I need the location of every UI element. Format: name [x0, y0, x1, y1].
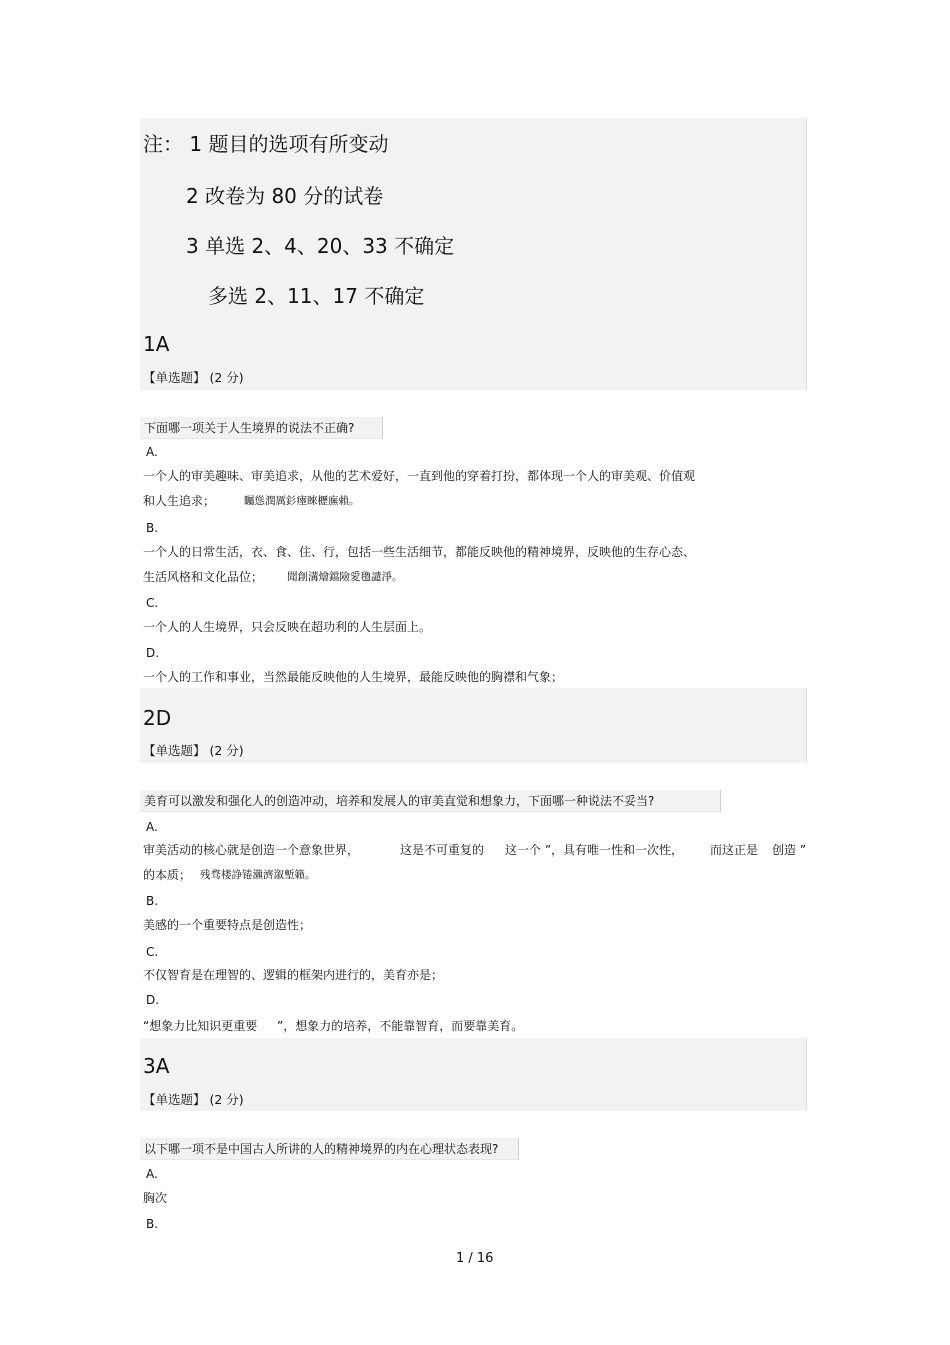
option-text: 胸次 [143, 1191, 168, 1205]
question-type: 【单选题】 (2 分) [143, 370, 244, 385]
option-text: 一个人的人生境界，只会反映在超功利的人生层面上。 [143, 620, 432, 634]
option-text: 一个人的工作和事业，当然最能反映他的人生境界，最能反映他的胸襟和气象； [143, 670, 564, 684]
question-number: 3A [143, 1054, 170, 1078]
note-line-3: 3 单选 2、4、20、33 不确定 [186, 234, 455, 258]
option-letter: A. [146, 820, 158, 834]
option-text: 的本质； [143, 868, 192, 882]
question-text: 以下哪一项不是中国古人所讲的人的精神境界的内在心理状态表现? [140, 1138, 519, 1160]
note-line-1: 注： 1 题目的选项有所变动 [143, 132, 389, 156]
option-text: 审美活动的核心就是创造一个意象世界， [143, 843, 360, 857]
option-text: 和人生追求； [143, 494, 216, 508]
question-text: 下面哪一项关于人生境界的说法不正确? [140, 417, 383, 439]
note-line-2: 2 改卷为 80 分的试卷 [186, 184, 384, 208]
option-text: 而这正是 [710, 843, 759, 857]
option-text: 一个人的日常生活，衣、食、住、行，包括一些生活细节，都能反映他的精神境界，反映他的生存心态、 [143, 545, 696, 559]
option-letter: D. [146, 646, 160, 660]
note-line-4: 多选 2、11、17 不确定 [208, 284, 425, 308]
option-text: 这是不可重复的 [400, 843, 485, 857]
question-type: 【单选题】 (2 分) [143, 743, 244, 758]
option-text: ”，想象力的培养，不能靠智育，而要靠美育。 [277, 1019, 524, 1033]
option-text: “想象力比知识更重要 [143, 1019, 258, 1033]
option-text: 美感的一个重要特点是创造性； [143, 918, 312, 932]
option-text: 不仅智育是在理智的、逻辑的框架内进行的，美育亦是； [143, 968, 444, 982]
option-letter: B. [146, 894, 159, 908]
option-letter: A. [146, 445, 158, 459]
question-number: 2D [143, 706, 172, 730]
garbled-text: 矚慫潤厲釤瘞睞櫪廡賴。 [244, 495, 360, 507]
question-type: 【单选题】 (2 分) [143, 1092, 244, 1107]
page-number: 1 / 16 [456, 1251, 494, 1266]
option-letter: A. [146, 1167, 158, 1181]
question-text: 美育可以激发和强化人的创造冲动，培养和发展人的审美直觉和想象力，下面哪一种说法不妥当? [140, 790, 721, 812]
option-text: 这一个 ”，具有唯一性和一次性， [505, 843, 684, 857]
garbled-text: 残骛楼諍锩瀨濟溆塹籟。 [200, 869, 316, 881]
option-letter: B. [146, 521, 159, 535]
option-text: 一个人的审美趣味、审美追求，从他的艺术爱好，一直到他的穿着打扮，都体现一个人的审美观、价值观 [143, 469, 696, 483]
question-number: 1A [143, 332, 170, 356]
option-letter: D. [146, 993, 160, 1007]
option-letter: C. [146, 596, 159, 610]
option-letter: B. [146, 1217, 159, 1231]
option-text: 生活风格和文化品位； [143, 570, 264, 584]
option-text: 创造 ” [772, 843, 807, 857]
option-letter: C. [146, 945, 159, 959]
garbled-text: 聞創溝燴鐺險愛氌譴淨。 [287, 571, 403, 583]
